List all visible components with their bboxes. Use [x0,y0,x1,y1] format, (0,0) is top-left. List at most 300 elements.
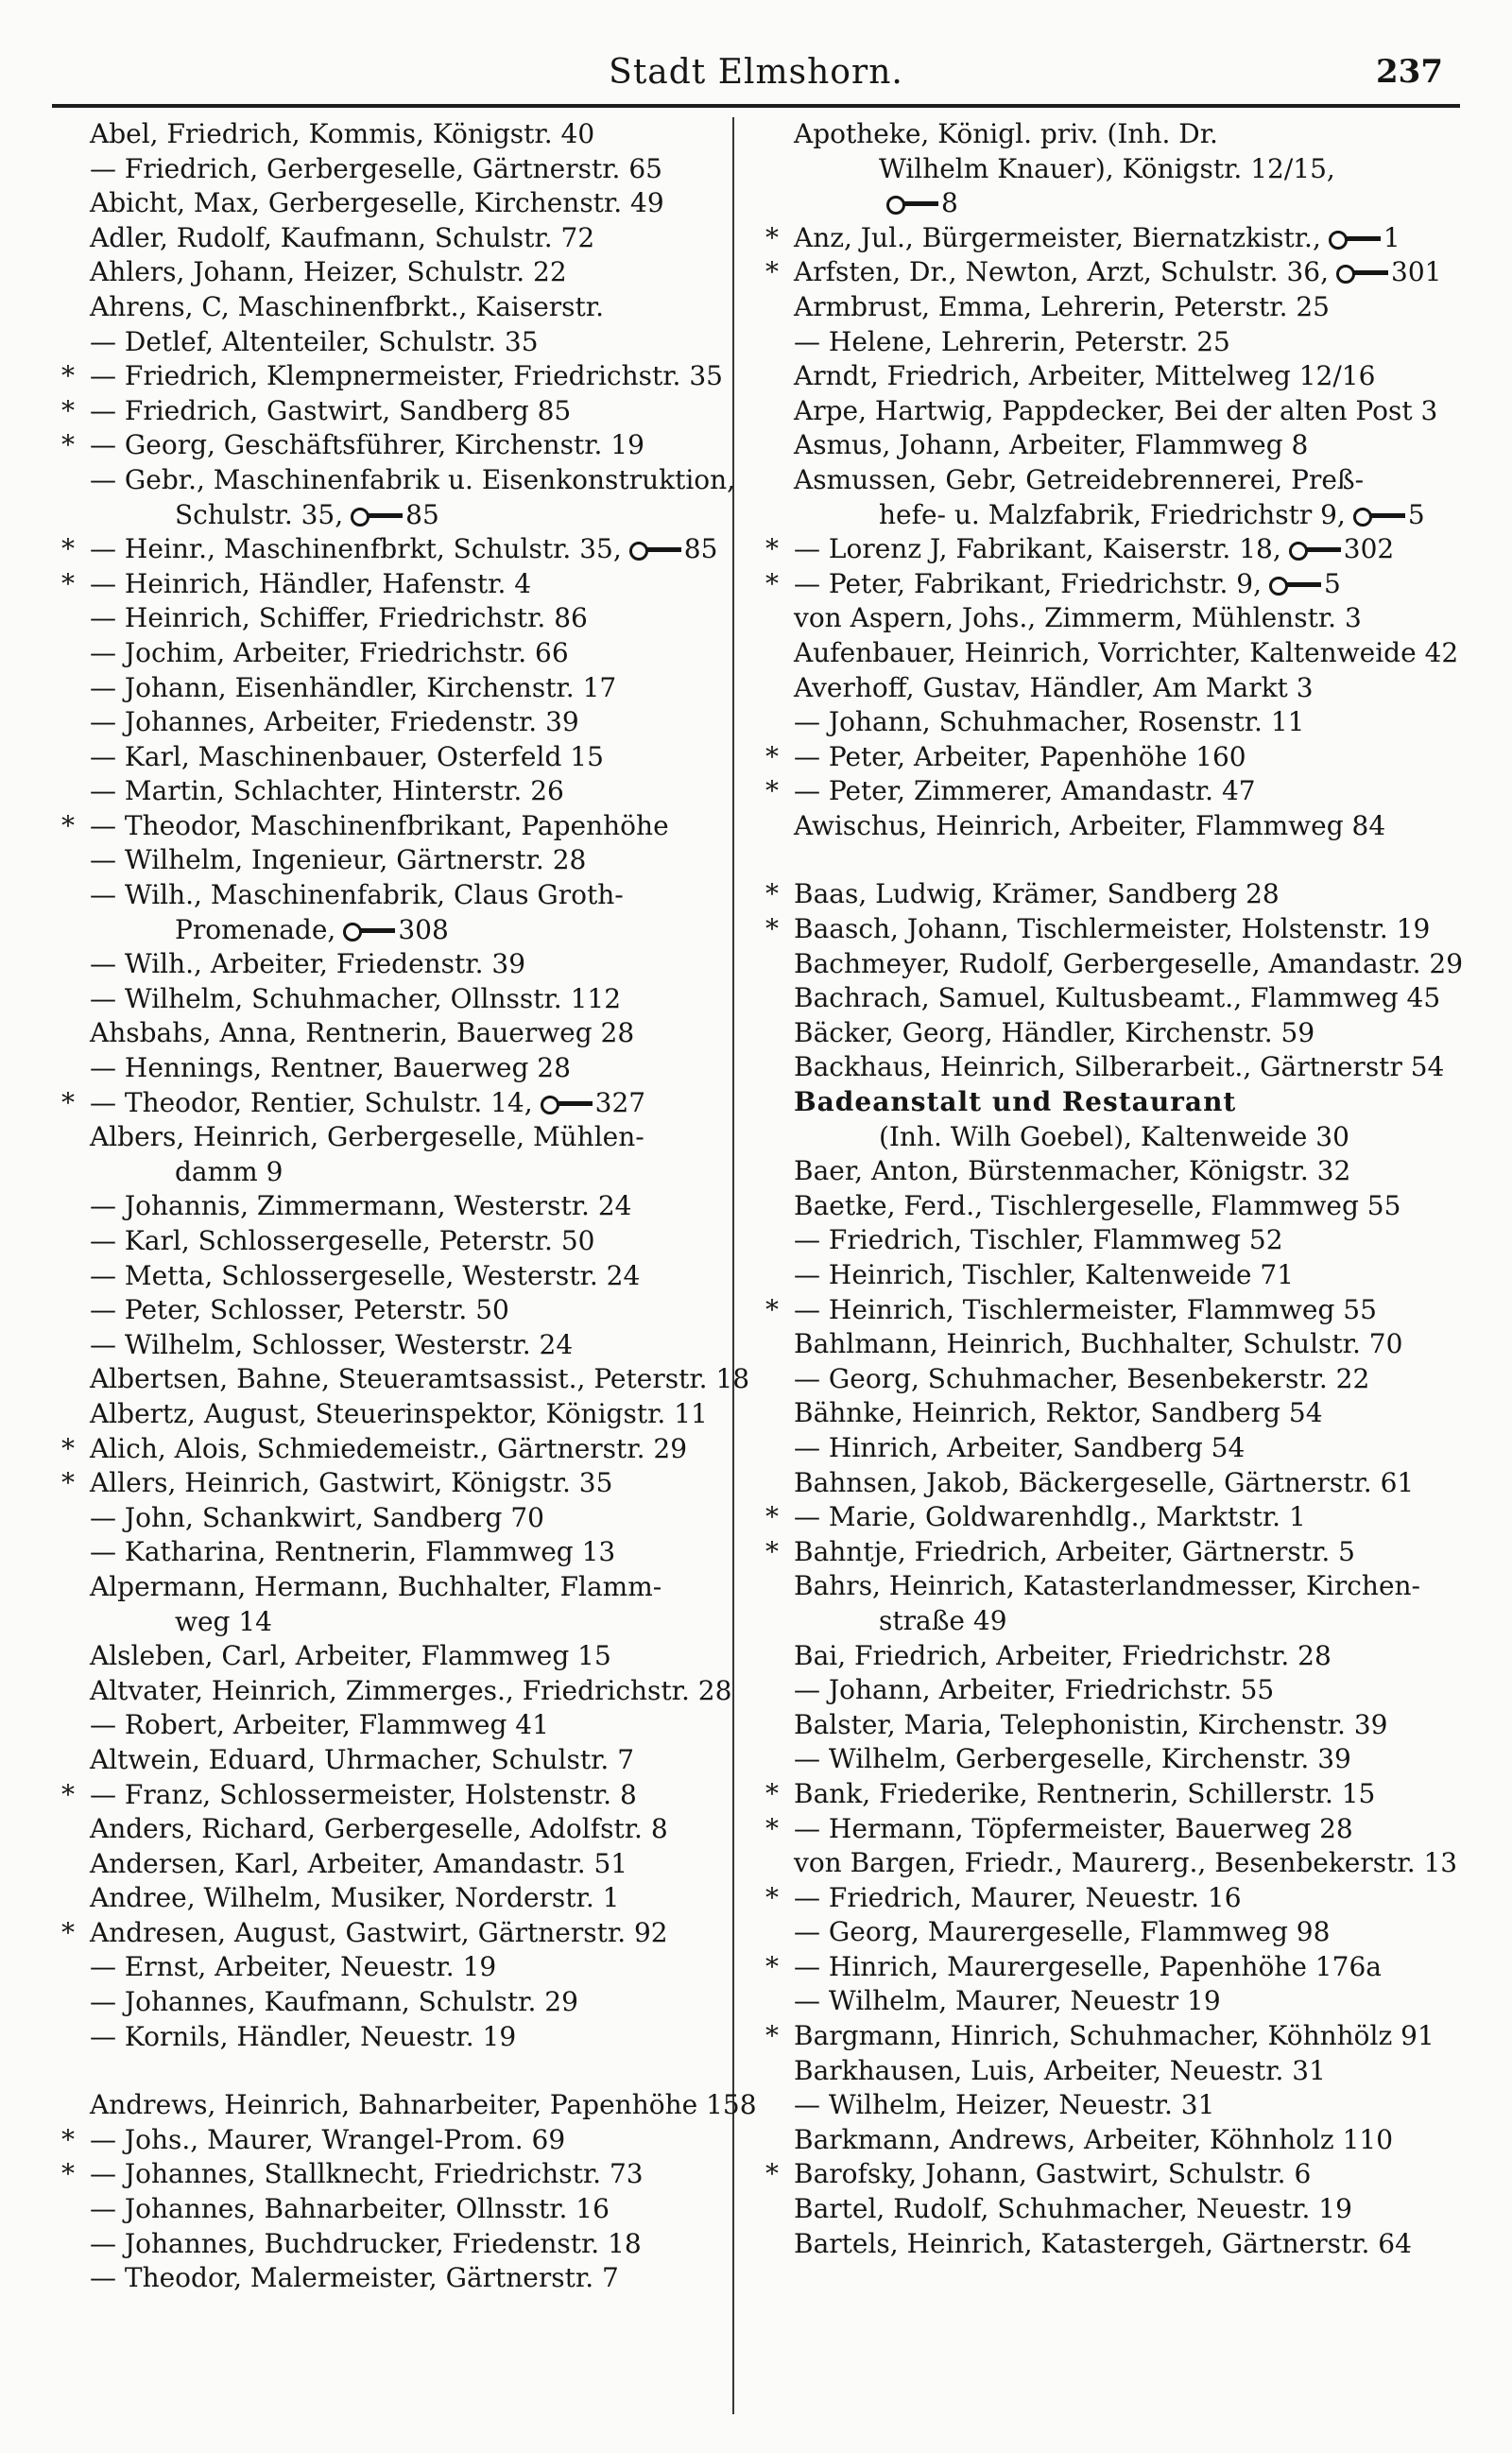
entry-text: — Helene, Lehrerin, Peterstr. 25 [794,325,1230,357]
entry-text: Anz, Jul., Bürgermeister, Biernatzkistr., [794,221,1321,253]
entry-text: — Wilhelm, Maurer, Neuestr 19 [794,1985,1221,2017]
entry-text: — Robert, Arbeiter, Flammweg 41 [90,1709,549,1741]
entry-text: Bachmeyer, Rudolf, Gerbergeselle, Amandastr. 29 [794,947,1464,979]
directory-entry [61,2261,732,2296]
entry-text: — Theodor, Maschinenfbrikant, Papenhöhe [90,809,669,841]
directory-entry [765,1500,1465,1535]
entry-marker: * [765,1535,779,1567]
entry-text: Awischus, Heinrich, Arbeiter, Flammweg 84 [794,809,1386,841]
directory-entry [61,1916,732,1951]
left-column [61,117,757,2296]
directory-entry [61,1674,732,1709]
telephone-number: 85 [405,498,439,530]
telephone-icon [1353,507,1402,526]
directory-entry [765,325,1465,360]
entry-text: Asmussen, Gebr, Getreidebrennerei, Preß- [794,463,1365,495]
directory-entry [61,1259,732,1294]
header-rule [52,104,1460,108]
telephone-number: 327 [594,1086,646,1118]
entry-marker: * [765,878,779,910]
entry-marker: * [765,1293,779,1325]
directory-entry [765,290,1465,325]
entry-marker: * [765,2158,779,2190]
entry-text: Bai, Friedrich, Arbeiter, Friedrichstr. 28 [794,1639,1332,1671]
entry-text: — Peter, Zimmerer, Amandastr. 47 [794,775,1256,807]
entry-text: Andersen, Karl, Arbeiter, Amandastr. 51 [90,1847,628,1879]
entry-text: — Peter, Schlosser, Peterstr. 50 [90,1294,509,1326]
entry-text: Andree, Wilhelm, Musiker, Norderstr. 1 [90,1882,620,1914]
entry-text: — Hermann, Töpfermeister, Bauerweg 28 [794,1812,1353,1844]
directory-entry [61,2227,732,2262]
directory-entry [765,1950,1465,1985]
directory-entry [765,186,1465,221]
entry-text: — Wilhelm, Gerbergeselle, Kirchenstr. 39 [794,1743,1351,1775]
entry-text: von Aspern, Johs., Zimmerm, Mühlenstr. 3 [794,602,1362,634]
entry-text: damm 9 [175,1155,284,1187]
entry-text: — Friedrich, Gastwirt, Sandberg 85 [90,394,572,426]
entry-text: Promenade, [175,913,336,945]
telephone-number: 1 [1383,221,1400,253]
entry-text: — Peter, Arbeiter, Papenhöhe 160 [794,740,1246,772]
running-head: Stadt Elmshorn. [609,53,903,92]
directory-entry [61,2123,732,2158]
entry-text: Asmus, Johann, Arbeiter, Flammweg 8 [794,429,1309,461]
entry-text: Andrews, Heinrich, Bahnarbeiter, Papenhöhe 158 [90,2089,757,2121]
directory-entry [61,1501,732,1536]
directory-entry [61,913,732,948]
entry-marker: * [61,1086,75,1118]
right-column [765,117,1465,2261]
telephone-number: 308 [398,913,449,945]
entry-marker: * [61,429,75,461]
directory-entry [765,255,1465,290]
entry-text: — Johannes, Arbeiter, Friedenstr. 39 [90,706,579,738]
entry-marker: * [765,221,779,253]
entry-text: Bartel, Rudolf, Schuhmacher, Neuestr. 19 [794,2193,1352,2225]
directory-entry [61,2088,757,2123]
entry-marker: * [61,1467,75,1499]
entry-marker: * [61,2123,75,2155]
directory-entry [61,1016,732,1051]
directory-entry [61,1985,732,2020]
directory-entry [61,532,732,567]
directory-entry [765,809,1465,844]
directory-entry [765,359,1465,394]
telephone-icon [1269,576,1318,595]
entry-text: weg 14 [175,1605,272,1637]
entry-marker: * [765,256,779,288]
entry-marker: * [765,567,779,599]
telephone-number: 5 [1407,498,1425,530]
entry-text: — Franz, Schlossermeister, Holstenstr. 8 [90,1778,637,1810]
entry-text: — Johs., Maurer, Wrangel-Prom. 69 [90,2123,566,2155]
directory-entry [765,1535,1465,1570]
entry-text: Anders, Richard, Gerbergeselle, Adolfstr. 8 [90,1813,668,1845]
directory-entry [61,325,732,360]
entry-text: Albertsen, Bahne, Steueramtsassist., Peterstr. 18 [90,1363,750,1395]
entry-text: Bank, Friederike, Rentnerin, Schillerstr. 15 [794,1777,1376,1809]
entry-text: Allers, Heinrich, Gastwirt, Königstr. 35 [90,1467,613,1499]
entry-text: Bahrs, Heinrich, Katasterlandmesser, Kirchen- [794,1570,1421,1602]
entry-text: — Gebr., Maschinenfabrik u. Eisenkonstruktion, [90,463,736,495]
directory-entry [765,1639,1465,1674]
entry-text: — Hennings, Rentner, Bauerweg 28 [90,1052,571,1084]
entry-text: Altvater, Heinrich, Zimmerges., Friedrichstr. 28 [90,1674,732,1706]
entry-text: Badeanstalt und Restaurant [794,1086,1237,1118]
entry-text: — Hinrich, Maurergeselle, Papenhöhe 176a [794,1950,1382,1982]
directory-entry [765,152,1465,187]
entry-text: — Georg, Geschäftsführer, Kirchenstr. 19 [90,429,644,461]
directory-entry [61,947,732,982]
directory-entry [765,1362,1465,1397]
directory-entry [765,1223,1465,1258]
directory-entry [765,221,1465,256]
directory-entry [765,1258,1465,1293]
entry-marker: * [765,533,779,565]
directory-entry [61,740,732,775]
entry-text: — Wilhelm, Heizer, Neuestr. 31 [794,2089,1215,2121]
directory-entry [61,1120,732,1155]
directory-entry [61,1328,732,1363]
entry-text: — Metta, Schlossergeselle, Westerstr. 24 [90,1259,641,1291]
entry-text: — Theodor, Malermeister, Gärtnerstr. 7 [90,2262,619,2294]
telephone-icon [886,195,936,214]
directory-entry [61,1570,732,1605]
directory-entry [765,1569,1465,1604]
entry-text: Bartels, Heinrich, Katastergeh, Gärtnerstr. 64 [794,2227,1412,2259]
entry-text: von Bargen, Friedr., Maurerg., Besenbekerstr. 13 [794,1847,1458,1879]
entry-text: Ahsbahs, Anna, Rentnerin, Bauerweg 28 [90,1017,635,1049]
entry-text: Ahlers, Johann, Heizer, Schulstr. 22 [90,256,567,288]
entry-text: — Kornils, Händler, Neuestr. 19 [90,2020,517,2052]
entry-text: — Karl, Schlossergeselle, Peterstr. 50 [90,1225,595,1256]
entry-text: — Georg, Maurergeselle, Flammweg 98 [794,1916,1331,1948]
directory-entry [765,912,1465,947]
directory-entry [61,1535,732,1570]
directory-entry [61,1432,732,1467]
directory-entry [61,636,732,671]
entry-text: Apotheke, Königl. priv. (Inh. Dr. [794,118,1218,149]
directory-entry [765,1120,1465,1155]
directory-entry [765,671,1465,706]
entry-marker: * [765,1950,779,1982]
directory-entry [765,117,1465,152]
directory-entry [765,2227,1465,2262]
directory-entry [61,428,732,463]
entry-text: — Friedrich, Tischler, Flammweg 52 [794,1224,1283,1256]
entry-text: Arfsten, Dr., Newton, Arzt, Schulstr. 36, [794,256,1329,288]
entry-text: — Wilh., Arbeiter, Friedenstr. 39 [90,948,526,980]
entry-text: — Georg, Schuhmacher, Besenbekerstr. 22 [794,1362,1370,1394]
entry-text: — Johannes, Buchdrucker, Friedenstr. 18 [90,2227,642,2259]
directory-entry [765,1016,1465,1051]
directory-entry [765,2192,1465,2227]
directory-entry [61,1086,732,1121]
directory-entry [765,705,1465,740]
entry-text: — Wilhelm, Ingenieur, Gärtnerstr. 28 [90,844,587,876]
directory-entry [61,1293,732,1328]
entry-text: Altwein, Eduard, Uhrmacher, Schulstr. 7 [90,1743,635,1775]
directory-entry [61,117,732,152]
entry-text: — Wilhelm, Schuhmacher, Ollnsstr. 112 [90,982,622,1014]
directory-entry [61,567,732,602]
directory-entry [61,1743,732,1778]
directory-entry [61,359,732,394]
directory-entry [61,809,732,844]
entry-text: — Heinr., Maschinenfbrkt, Schulstr. 35, [90,533,622,565]
entry-text: Baer, Anton, Bürstenmacher, Königstr. 32 [794,1155,1351,1187]
entry-text: Averhoff, Gustav, Händler, Am Markt 3 [794,671,1314,703]
telephone-icon [1289,541,1338,560]
telephone-number: 301 [1391,256,1442,288]
directory-entry [765,636,1465,671]
entry-text: — Jochim, Arbeiter, Friedrichstr. 66 [90,636,569,668]
entry-marker: * [765,1812,779,1844]
directory-entry [61,1881,732,1916]
directory-entry [765,774,1465,809]
directory-entry [765,1293,1465,1328]
entry-text: — Johann, Eisenhändler, Kirchenstr. 17 [90,671,617,703]
entry-text: Bachrach, Samuel, Kultusbeamt., Flammweg 45 [794,982,1441,1014]
entry-text: Adler, Rudolf, Kaufmann, Schulstr. 72 [90,221,595,253]
entry-text: Alsleben, Carl, Arbeiter, Flammweg 15 [90,1640,611,1672]
directory-entry [765,2054,1465,2089]
directory-entry [61,1362,750,1397]
entry-marker: * [765,740,779,772]
entry-text: — Marie, Goldwarenhdlg., Marktstr. 1 [794,1501,1306,1533]
directory-entry [765,1673,1465,1708]
entry-text: Aufenbauer, Heinrich, Vorrichter, Kaltenweide 42 [794,636,1459,668]
directory-entry [61,498,732,533]
entry-text: Backhaus, Heinrich, Silberarbeit., Gärtnerstr 54 [794,1051,1445,1083]
directory-entry [61,463,736,498]
directory-entry [765,1189,1465,1224]
directory-entry [61,1051,732,1086]
directory-entry [765,394,1465,429]
entry-text: Barkmann, Andrews, Arbeiter, Köhnholz 110 [794,2123,1394,2155]
entry-text: — Friedrich, Maurer, Neuestr. 16 [794,1881,1242,1913]
entry-marker: * [61,2158,75,2190]
directory-entry [61,601,732,636]
telephone-icon [1329,230,1378,249]
entry-text: Baas, Ludwig, Krämer, Sandberg 28 [794,878,1280,910]
directory-entry [765,1050,1465,1085]
directory-entry [61,774,732,809]
entry-text: Barkhausen, Luis, Arbeiter, Neuestr. 31 [794,2054,1326,2086]
entry-text: — Johann, Schuhmacher, Rosenstr. 11 [794,706,1305,738]
entry-marker: * [765,2020,779,2052]
directory-entry [61,878,732,913]
directory-entry [765,2123,1465,2158]
entry-text: — Theodor, Rentier, Schulstr. 14, [90,1086,533,1118]
entry-text: — Peter, Fabrikant, Friedrichstr. 9, [794,567,1262,599]
directory-entry [61,1155,732,1190]
entry-text: — Johannes, Kaufmann, Schulstr. 29 [90,1986,578,2018]
entry-text: Barofsky, Johann, Gastwirt, Schulstr. 6 [794,2158,1312,2190]
entry-text: Abel, Friedrich, Kommis, Königstr. 40 [90,118,595,149]
entry-text: Albers, Heinrich, Gerbergeselle, Mühlen- [90,1121,644,1153]
entry-text: — Johann, Arbeiter, Friedrichstr. 55 [794,1674,1275,1706]
directory-entry [61,186,732,221]
directory-entry [61,1778,732,1813]
directory-entry [765,740,1465,775]
directory-entry [61,394,732,429]
directory-entry [765,567,1465,602]
entry-text: Abicht, Max, Gerbergeselle, Kirchenstr. 49 [90,187,664,219]
directory-entry [765,981,1465,1016]
entry-text: Andresen, August, Gastwirt, Gärtnerstr. 92 [90,1916,668,1948]
entry-text: — Heinrich, Tischlermeister, Flammweg 55 [794,1293,1377,1325]
entry-text: (Inh. Wilh Goebel), Kaltenweide 30 [879,1120,1349,1152]
directory-entry [765,1984,1465,2019]
entry-text: Ahrens, C, Maschinenfbrkt., Kaiserstr. [90,290,604,322]
directory-entry [61,2157,732,2192]
directory-entry [61,1708,732,1743]
directory-entry [61,982,732,1017]
directory-entry [61,843,732,878]
entry-text: Baetke, Ferd., Tischlergeselle, Flammweg 55 [794,1189,1401,1221]
entry-text: Bargmann, Hinrich, Schuhmacher, Köhnhölz 91 [794,2020,1435,2052]
telephone-icon [629,541,679,560]
directory-entry [765,1466,1465,1501]
directory-entry [61,1224,732,1259]
column-divider [732,117,734,2414]
directory-entry [61,1812,732,1847]
entry-text: — Karl, Maschinenbauer, Osterfeld 15 [90,740,604,772]
entry-marker: * [765,1881,779,1913]
entry-text: Arpe, Hartwig, Pappdecker, Bei der alten Post 3 [794,394,1438,426]
directory-entry [61,1639,732,1674]
directory-entry [765,1812,1465,1847]
directory-entry [61,1397,732,1432]
entry-marker: * [61,533,75,565]
entry-text: — Ernst, Arbeiter, Neuestr. 19 [90,1951,497,1983]
directory-entry [61,705,732,740]
directory-entry [765,1708,1465,1743]
directory-entry [765,463,1465,498]
entry-marker: * [765,775,779,807]
entry-text: Alpermann, Hermann, Buchhalter, Flamm- [90,1570,662,1602]
entry-text: Arndt, Friedrich, Arbeiter, Mittelweg 12/16 [794,360,1376,392]
directory-entry [61,1950,732,1985]
telephone-number: 5 [1323,567,1341,599]
entry-text: Albertz, August, Steuerinspektor, Königstr. 11 [90,1397,708,1429]
entry-text: — Katharina, Rentnerin, Flammweg 13 [90,1536,616,1568]
entry-text: straße 49 [879,1604,1007,1636]
entry-marker: * [765,913,779,945]
directory-entry [61,290,732,325]
directory-entry [765,2019,1465,2054]
entry-marker: * [765,1777,779,1809]
telephone-icon [351,507,400,526]
entry-text: — John, Schankwirt, Sandberg 70 [90,1501,544,1533]
directory-entry [765,1846,1465,1881]
entry-text: — Detlef, Altenteiler, Schulstr. 35 [90,325,539,357]
telephone-icon [343,922,392,941]
entry-text: — Johannis, Zimmermann, Westerstr. 24 [90,1190,632,1222]
directory-entry [765,1396,1465,1431]
entry-text: — Friedrich, Klempnermeister, Friedrichstr. 35 [90,360,723,392]
entry-text: — Johannes, Stallknecht, Friedrichstr. 73 [90,2158,644,2190]
directory-entry [765,877,1465,912]
page-header [52,53,1460,104]
directory-entry [61,671,732,706]
entry-text: — Wilh., Maschinenfabrik, Claus Groth- [90,879,624,911]
directory-entry [61,2020,732,2055]
entry-text: Balster, Maria, Telephonistin, Kirchenstr. 39 [794,1708,1388,1740]
directory-entry [61,2192,732,2227]
directory-entry [61,1847,732,1882]
directory-entry [765,1431,1465,1466]
entry-marker: * [61,567,75,599]
directory-entry [765,532,1465,567]
directory-entry [61,1189,732,1224]
entry-text: — Heinrich, Tischler, Kaltenweide 71 [794,1259,1295,1290]
directory-entry [765,947,1465,982]
directory-entry [765,2157,1465,2192]
entry-marker: * [61,394,75,426]
entry-text: Bäcker, Georg, Händler, Kirchenstr. 59 [794,1016,1315,1048]
directory-entry [765,1742,1465,1777]
directory-entry [765,601,1465,636]
entry-text: — Friedrich, Gerbergeselle, Gärtnerstr. 65 [90,152,662,184]
entry-text: — Heinrich, Schiffer, Friedrichstr. 86 [90,602,588,634]
directory-entry [61,1466,732,1501]
entry-text: Bähnke, Heinrich, Rektor, Sandberg 54 [794,1397,1323,1429]
entry-marker: * [61,1432,75,1464]
entry-text: Schulstr. 35, [175,498,344,530]
directory-entry [765,1154,1465,1189]
telephone-number: 85 [683,533,718,565]
telephone-icon [541,1095,590,1114]
entry-text: Alich, Alois, Schmiedemeistr., Gärtnerstr. 29 [90,1432,688,1464]
directory-entry [765,1915,1465,1950]
directory-entry [765,1604,1465,1639]
directory-entry [61,255,732,290]
entry-text: Wilhelm Knauer), Königstr. 12/15, [879,152,1335,184]
directory-entry [61,152,732,187]
entry-text: hefe- u. Malzfabrik, Friedrichstr 9, [879,498,1346,530]
entry-marker: * [61,360,75,392]
entry-text: Bahlmann, Heinrich, Buchhalter, Schulstr. 70 [794,1328,1403,1360]
entry-text: Bahnsen, Jakob, Bäckergeselle, Gärtnerstr. 61 [794,1466,1415,1498]
telephone-icon [1336,264,1385,283]
directory-entry [61,221,732,256]
directory-entry [765,428,1465,463]
page-number: 237 [1376,53,1443,91]
entry-text: — Johannes, Bahnarbeiter, Ollnsstr. 16 [90,2193,610,2225]
directory-entry [765,1881,1465,1916]
entry-text: Bahntje, Friedrich, Arbeiter, Gärtnerstr. 5 [794,1535,1355,1567]
entry-marker: * [61,1916,75,1948]
entry-text: — Lorenz J, Fabrikant, Kaiserstr. 18, [794,533,1281,565]
entry-marker: * [61,1778,75,1810]
directory-entry [765,1777,1465,1812]
entry-text: Baasch, Johann, Tischlermeister, Holstenstr. 19 [794,913,1431,945]
telephone-number: 8 [941,187,958,219]
entry-text: Armbrust, Emma, Lehrerin, Peterstr. 25 [794,290,1330,322]
entry-text: — Martin, Schlachter, Hinterstr. 26 [90,775,564,807]
directory-entry [61,1605,732,1640]
entry-marker: * [61,809,75,841]
telephone-number: 302 [1343,533,1395,565]
directory-entry [765,1327,1465,1362]
entry-text: — Hinrich, Arbeiter, Sandberg 54 [794,1431,1246,1463]
entry-text: — Heinrich, Händler, Hafenstr. 4 [90,567,532,599]
entry-text: — Wilhelm, Schlosser, Westerstr. 24 [90,1328,574,1360]
directory-entry [765,2088,1465,2123]
entry-marker: * [765,1501,779,1533]
